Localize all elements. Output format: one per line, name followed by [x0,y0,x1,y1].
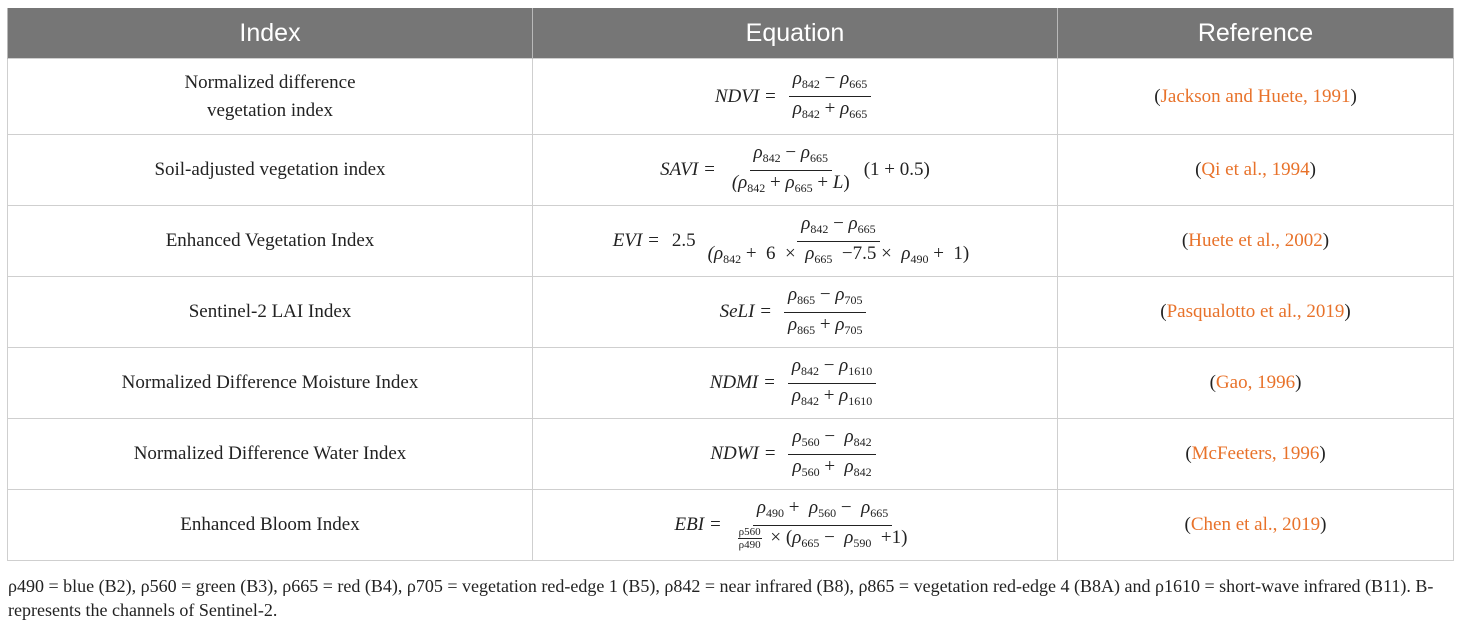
reference-cell [1058,135,1454,206]
reference-link[interactable]: Chen et al., 2019 [1190,514,1321,535]
band-subscript: 842 [723,251,742,266]
formula [710,354,881,413]
band-subscript: 842 [853,434,872,449]
index-table [7,8,1454,561]
band-subscript: 490 [766,505,785,520]
reference-cell [1058,59,1454,135]
formula-text: − [819,68,841,89]
index-name-cell [8,348,533,419]
band-subscript: 665 [801,535,820,550]
band-subscript: 1610 [848,393,873,408]
formula [710,425,879,484]
reference [1210,372,1302,393]
table-row [8,419,1454,490]
rho-symbol: $\rho_{842}$ [844,425,872,449]
band-subscript: 842 [801,107,820,121]
denominator [788,384,876,413]
fraction [788,425,875,484]
formula-lhs: EBI = [674,514,722,535]
paren-close: ) [1350,85,1357,107]
rho-symbol: $\rho_{665}$ [792,526,820,550]
band-subscript: 842 [801,77,820,91]
formula-text: + [819,98,841,119]
band-subscript: 1610 [848,363,873,378]
reference [1185,443,1325,464]
rho-symbol: $\rho_{842}$ [791,354,819,378]
table-row [8,59,1454,135]
paren-open: ( [1209,372,1216,393]
band-subscript: 842 [853,464,872,479]
band-subscript: 590 [853,535,872,550]
formula-text: + [765,171,786,193]
formula-suffix: (1 + 0.5) [863,159,930,180]
rho-symbol: $\rho_{1610}$ [839,354,873,378]
fraction [728,141,854,200]
denominator [789,97,871,126]
formula-text: −7.5 × [832,242,902,264]
formula [720,283,871,342]
formula-text: + L) [812,171,850,193]
rho-symbol: $\rho_{665}$ [840,98,868,121]
formula-text: + [784,496,809,518]
index-name: Soil-adjusted vegetation index [154,159,386,180]
index-name-cell [8,277,533,348]
formula-lhs: NDVI = [714,85,777,107]
formula-text: + [818,384,840,406]
paren-close: ) [1309,159,1316,180]
formula [660,141,930,200]
band-subscript: 842 [762,150,781,165]
rho-symbol: $\rho_{560}$ [792,455,820,479]
header-index: Index [8,8,533,59]
formula [675,496,916,555]
formula-lhs: SAVI = [660,159,716,180]
numerator [750,141,832,171]
fraction [734,496,912,555]
paren-open: ( [1160,301,1167,322]
paren-close: ) [1322,230,1330,251]
index-name: Sentinel-2 LAI Index [188,301,352,322]
fraction [704,212,974,271]
denominator [734,526,912,555]
formula-text: − [818,354,840,376]
index-name-cell [8,135,533,206]
rho-symbol: $\rho_{705}$ [835,283,863,307]
rho-symbol: $\rho_{590}$ [844,526,872,550]
fraction [789,67,871,126]
index-name: Enhanced Bloom Index [180,514,360,535]
formula [613,212,978,271]
formula-text: × ( [765,526,793,548]
index-name-cell [8,206,533,277]
index-name-cell [8,59,533,135]
formula-text: − [836,496,862,518]
band-subscript: 705 [844,322,863,337]
table-row [8,206,1454,277]
denominator [704,242,974,271]
denominator [784,313,866,342]
fraction [788,354,876,413]
band-subscript: 560 [818,505,837,520]
formula-text: − [828,212,849,234]
header-row [8,8,1454,59]
band-subscript: 865 [797,322,816,337]
rho-symbol: $\rho_{665}$ [805,242,833,266]
reference-cell [1058,419,1454,490]
numerator [788,425,875,455]
formula-text: +1) [871,526,908,548]
equation-cell [533,419,1058,490]
index-name: Normalized Difference Moisture Index [121,372,419,393]
equation-cell [533,59,1058,135]
rho-symbol: $\rho_{865}$ [787,313,816,337]
rho-symbol: $\rho_{560}$ [792,425,820,449]
fraction [784,283,866,342]
denominator [788,455,875,484]
table-row [8,348,1454,419]
band-subscript: 560 [801,434,820,449]
band-subscript: 665 [870,505,889,520]
reference [1154,86,1357,107]
reference-link[interactable]: Huete et al., 2002 [1188,230,1323,251]
band-subscript: 560 [801,464,820,479]
band-subscript: 665 [857,221,876,236]
reference [1182,230,1329,251]
rho-symbol: $\rho_{490}$ [901,242,929,266]
header-reference: Reference [1058,8,1454,59]
table-row [8,277,1454,348]
rho-symbol: $\rho_{665}$ [785,171,813,195]
formula-lhs: NDMI = [709,372,776,393]
reference-cell [1058,348,1454,419]
formula-text: + [819,455,845,477]
numerator [789,67,871,97]
formula-text: − [819,425,845,447]
rho-symbol: $\rho_{842}$ [844,455,872,479]
paren-open: ( [1154,85,1161,107]
reference [1185,514,1327,535]
rho-symbol: $\rho_{842}$ [801,212,829,236]
formula-text: − [780,141,801,163]
formula-lhs: EVI = [612,230,660,251]
rho-symbol: $\rho_{665}$ [800,141,828,165]
paren-close: ) [1319,443,1326,464]
paren-open: ( [1184,514,1191,535]
numerator [753,496,892,526]
rho-symbol: $\rho_{705}$ [835,313,863,337]
band-subscript: 490 [910,251,929,266]
band-subscript: 665 [814,251,833,266]
reference-cell [1058,490,1454,561]
rho-symbol: $\rho_{842}$ [753,141,781,165]
index-name-cell [8,490,533,561]
table-row [8,135,1454,206]
equation-cell [533,348,1058,419]
equation-cell [533,206,1058,277]
formula-text: − [819,526,845,548]
index-name-cell [8,419,533,490]
numerator [788,354,876,384]
reference-link[interactable]: Jackson and Huete, 1991 [1160,85,1351,107]
index-name: Normalized Difference Water Index [133,443,407,464]
paren-close: ) [1320,514,1327,535]
formula-lhs: NDWI = [710,443,777,464]
rho-symbol: $\rho_{865}$ [787,283,816,307]
formula [715,67,875,126]
reference-link[interactable]: Qi et al., 1994 [1201,159,1310,180]
rho-symbol: $\rho_{842}$ [791,384,819,408]
formula-lhs: SeLI = [719,301,772,322]
index-name: Enhanced Vegetation Index [165,230,375,251]
band-subscript: 665 [794,180,813,195]
mini-fraction [738,526,762,551]
reference-link[interactable]: Gao, 1996 [1215,372,1296,393]
reference-cell [1058,206,1454,277]
band-subscript: 842 [800,393,819,408]
formula-text: + 1) [928,242,970,264]
reference-link[interactable]: Pasqualotto et al., 2019 [1166,301,1345,322]
equation-cell [533,490,1058,561]
paren-open: ( [1195,159,1202,180]
numerator [784,283,866,313]
band-subscript: 665 [849,77,868,91]
rho-symbol: $\rho_{665}$ [840,68,868,91]
reference-cell [1058,277,1454,348]
rho-symbol: ($\rho_{842}$ [731,171,766,195]
band-subscript: 842 [810,221,829,236]
rho-symbol: $\rho_{490}$ [756,496,785,520]
index-name: Normalized difference vegetation index [184,71,356,121]
formula-text: + 6 × [741,242,806,264]
header-equation: Equation [533,8,1058,59]
reference [1195,159,1316,180]
band-subscript: 865 [797,292,816,307]
band-subscript: 842 [800,363,819,378]
rho-symbol: $\rho_{560}$ [809,496,837,520]
mini-denominator: ρ490 [738,538,761,551]
band-subscript: 665 [849,107,868,121]
paren-close: ) [1344,301,1351,322]
formula-coefficient: 2.5 [671,230,696,251]
denominator [728,171,854,200]
band-subscript: 705 [844,292,863,307]
formula-text: + [815,313,836,335]
table-footnote: ρ490 = blue (B2), ρ560 = green (B3), ρ665 = red (B4), ρ705 = vegetation red-edge 1 (B5), ρ842 = near infrared (B8), ρ865 = vegetation red-edge 4 (B8A) and ρ1610 = short-wave infrared (B11). B-represents the channels of Sentinel-2. [8,576,1434,620]
band-subscript: 842 [747,180,766,195]
paren-open: ( [1181,230,1189,251]
rho-symbol: $\rho_{665}$ [861,496,889,520]
rho-symbol: ($\rho_{842}$ [707,242,742,266]
rho-symbol: $\rho_{665}$ [848,212,876,236]
table-row [8,490,1454,561]
mini-numerator: ρ560 [738,525,761,538]
rho-symbol: $\rho_{842}$ [792,98,820,121]
formula-text: − [815,283,836,305]
reference-link[interactable]: McFeeters, 1996 [1191,443,1320,464]
reference [1160,301,1351,322]
paren-close: ) [1295,372,1302,393]
numerator [797,212,879,242]
rho-symbol: $\rho_{1610}$ [839,384,873,408]
equation-cell [533,277,1058,348]
equation-cell [533,135,1058,206]
band-subscript: 665 [810,150,828,165]
rho-symbol: $\rho_{842}$ [792,68,820,91]
paren-open: ( [1185,443,1192,464]
